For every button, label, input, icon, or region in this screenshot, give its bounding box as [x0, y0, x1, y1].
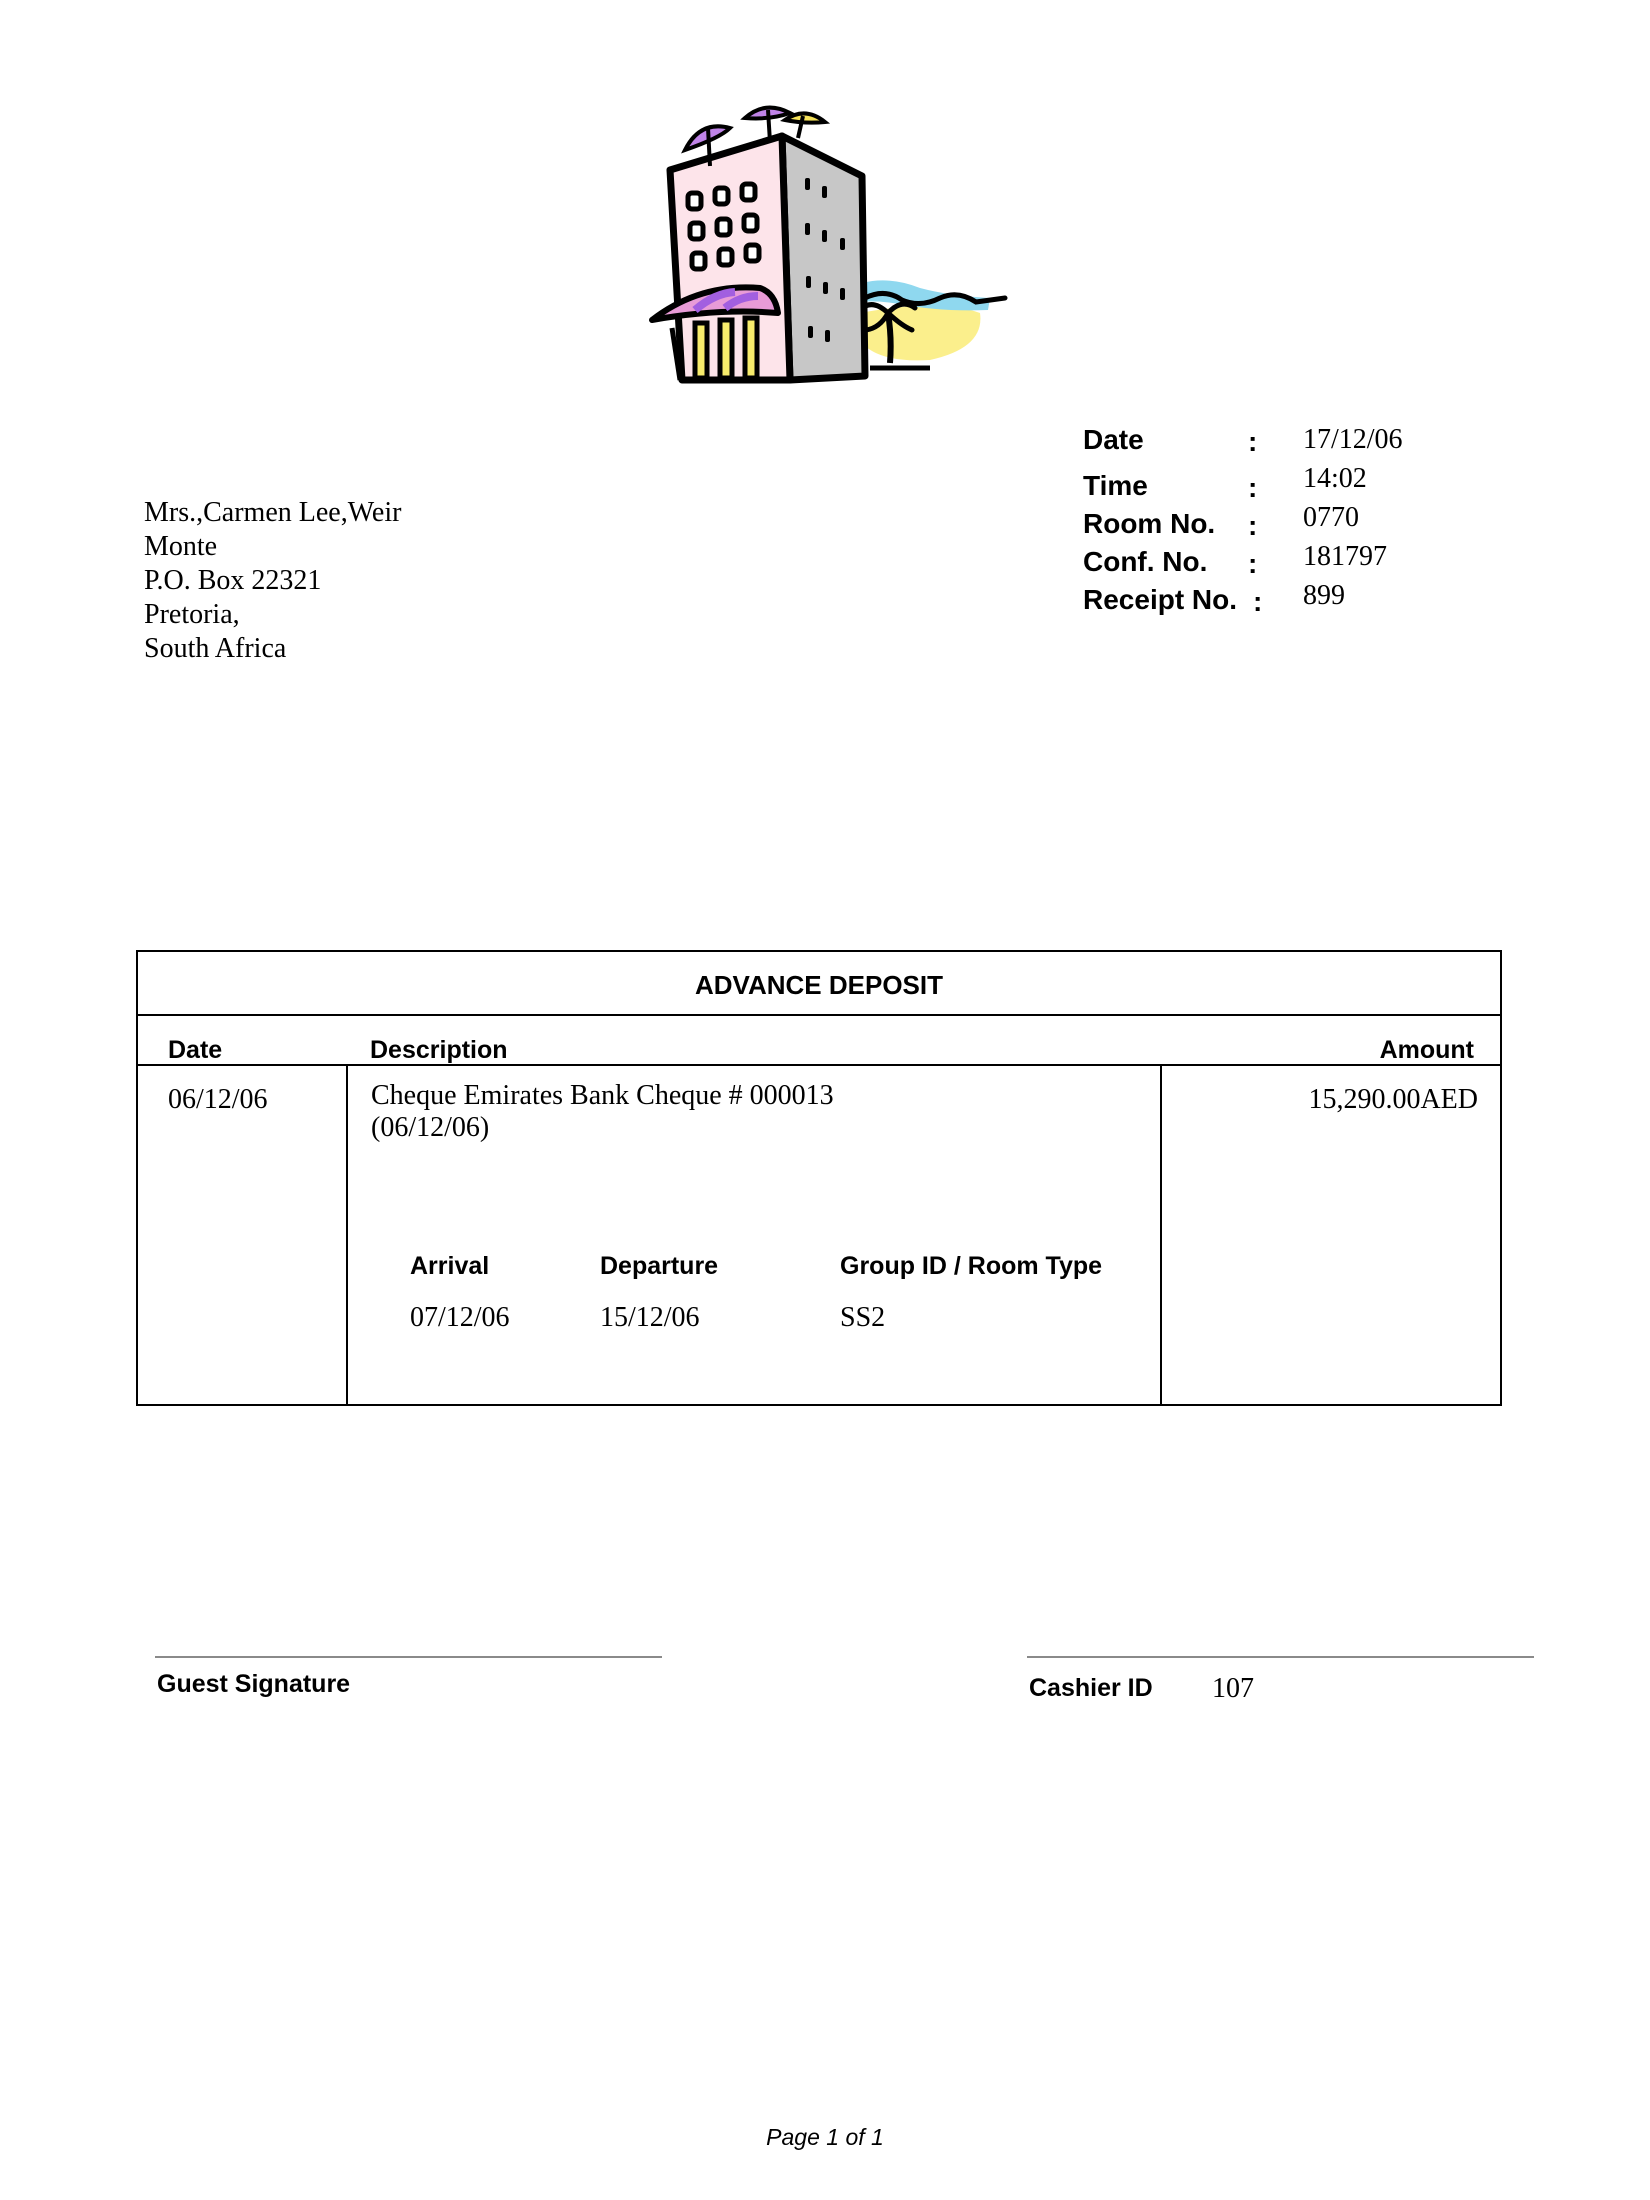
conf-colon: : [1248, 548, 1258, 579]
time-colon: : [1248, 472, 1258, 503]
date-value: 17/12/06 [1303, 424, 1403, 455]
receipt-value: 899 [1303, 580, 1345, 611]
departure-label: Departure [600, 1252, 719, 1280]
group-room-type-value: SS2 [840, 1302, 886, 1333]
arrival-label: Arrival [410, 1252, 490, 1280]
table-title: ADVANCE DEPOSIT [695, 970, 943, 1000]
divider [138, 1064, 1500, 1066]
divider [138, 1014, 1500, 1016]
cashier-id-label: Cashier ID [1029, 1674, 1153, 1702]
address-line: P.O. Box 22321 [144, 565, 322, 596]
row-description: Cheque Emirates Bank Cheque # 000013 [371, 1080, 834, 1111]
date-column-header: Date [168, 1036, 223, 1064]
divider [346, 1064, 348, 1404]
row-amount: 15,290.00AED [1308, 1084, 1478, 1115]
amount-column-header: Amount [1379, 1036, 1474, 1064]
advance-deposit-table [136, 950, 1502, 1406]
arrival-value: 07/12/06 [410, 1302, 510, 1333]
address-line: South Africa [144, 633, 287, 664]
page-number: Page 1 of 1 [766, 2124, 884, 2150]
time-value: 14:02 [1303, 463, 1367, 494]
row-description-date: (06/12/06) [371, 1112, 490, 1143]
room-colon: : [1248, 510, 1258, 541]
guest-signature-label: Guest Signature [157, 1670, 351, 1698]
conf-label: Conf. No. [1083, 546, 1208, 577]
room-value: 0770 [1303, 502, 1359, 533]
date-colon: : [1248, 426, 1258, 457]
cashier-id-value: 107 [1212, 1673, 1254, 1704]
hotel-building-icon [640, 98, 1020, 388]
guest-address [144, 496, 401, 666]
guest-signature-line [155, 1656, 662, 1658]
receipt-colon: : [1253, 586, 1263, 617]
description-column-header: Description [370, 1036, 508, 1064]
room-label: Room No. [1083, 508, 1216, 539]
cashier-signature-line [1027, 1656, 1534, 1658]
row-date: 06/12/06 [168, 1084, 268, 1115]
divider [1160, 1064, 1162, 1404]
departure-value: 15/12/06 [600, 1302, 700, 1333]
time-label: Time [1083, 470, 1148, 501]
conf-value: 181797 [1303, 541, 1387, 572]
group-room-type-label: Group ID / Room Type [840, 1252, 1103, 1280]
receipt-label: Receipt No. [1083, 584, 1238, 615]
date-label: Date [1083, 424, 1144, 455]
address-line: Monte [144, 531, 218, 562]
address-line: Pretoria, [144, 599, 240, 630]
guest-name: Mrs.,Carmen Lee,Weir [144, 497, 402, 528]
